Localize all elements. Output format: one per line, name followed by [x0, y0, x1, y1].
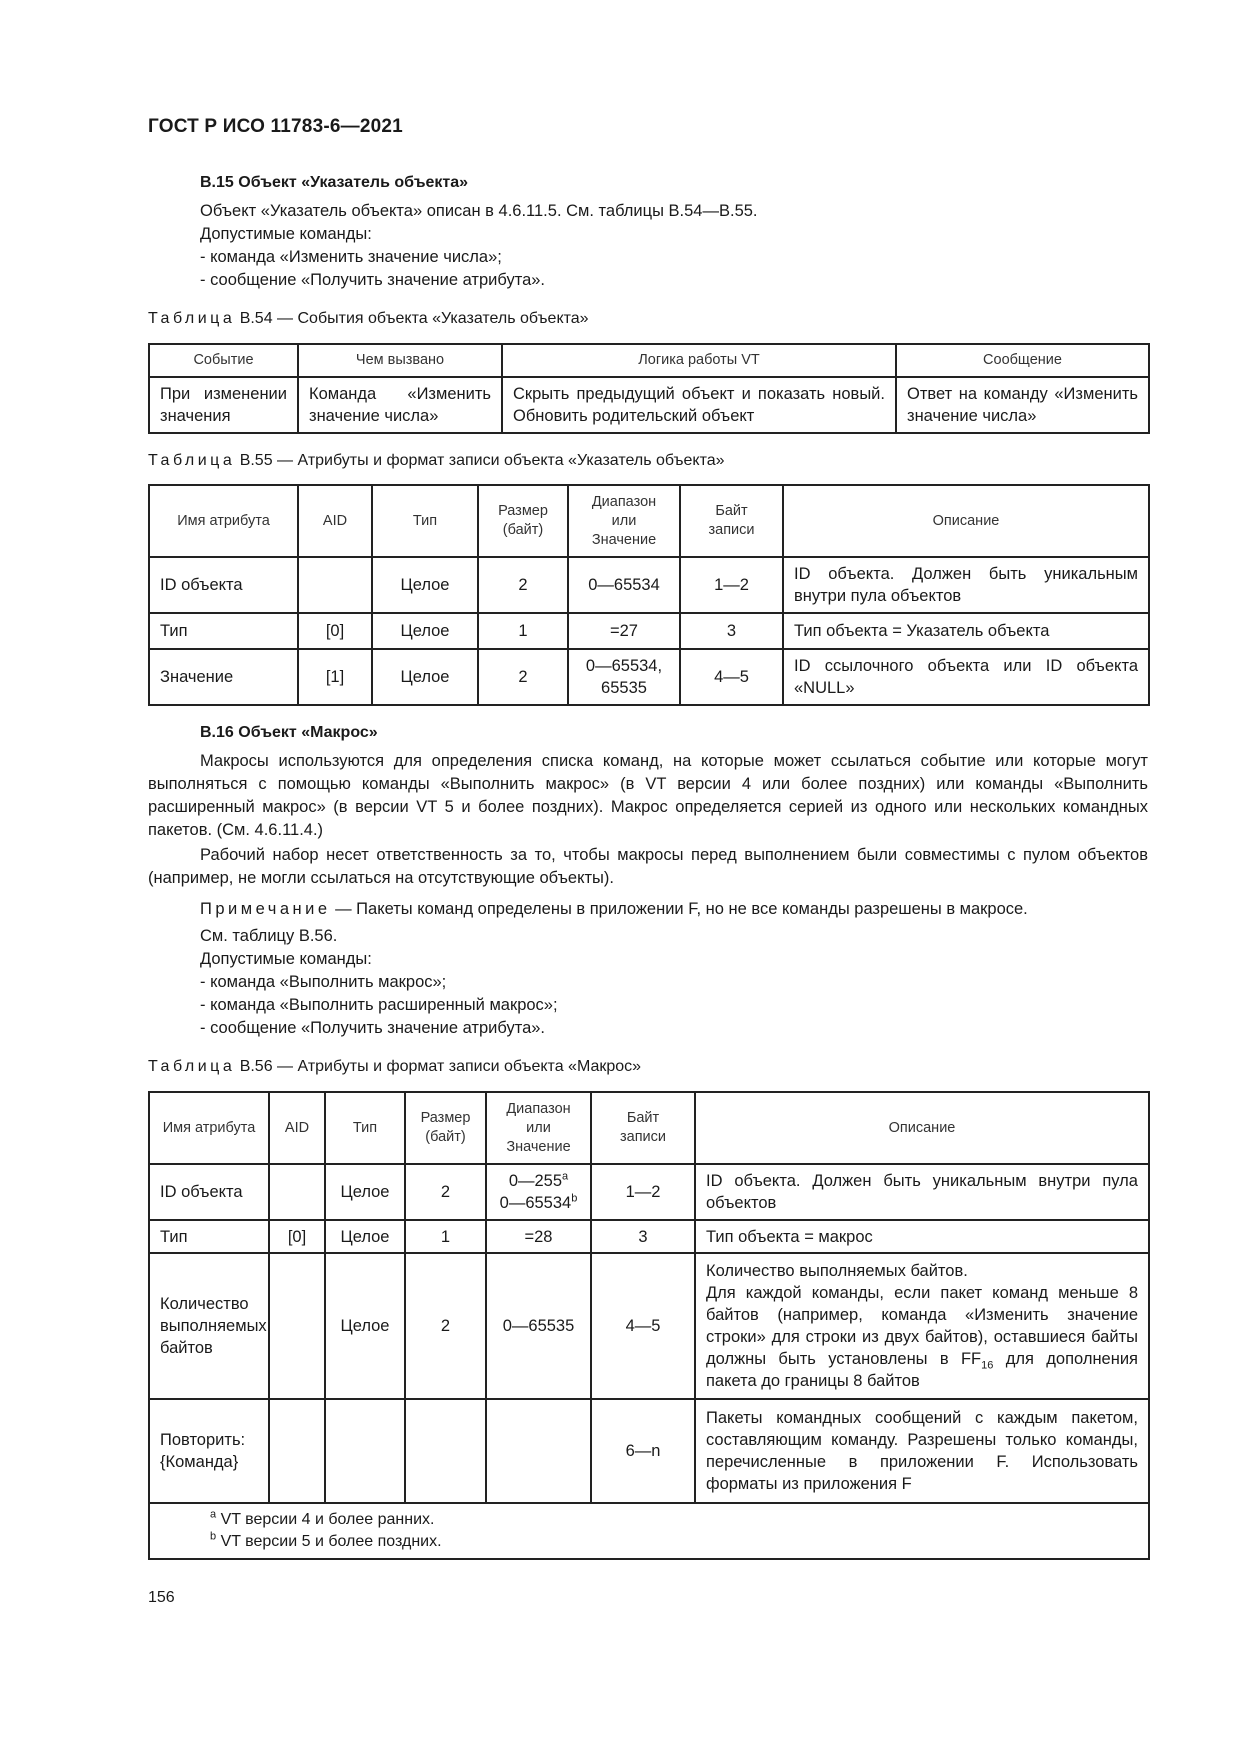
- note-word: Примечание: [200, 900, 331, 918]
- table-header-row: [149, 344, 1149, 377]
- table-cell: 6—n: [591, 1399, 695, 1503]
- header-cell: Диапазон или Значение: [568, 485, 680, 557]
- table-b56: [148, 1091, 1150, 1560]
- text-line: Допустимые команды:: [200, 225, 372, 243]
- table-row: [149, 1164, 1149, 1220]
- table-cell: [0]: [298, 613, 372, 649]
- header-cell: Размер (байт): [478, 485, 568, 557]
- header-cell: Сообщение: [896, 344, 1149, 377]
- subscript: 16: [981, 1359, 994, 1372]
- text-line: См. таблицу B.56.: [200, 927, 338, 945]
- header-cell: AID: [269, 1092, 325, 1164]
- table-cell: 2: [405, 1164, 486, 1220]
- table-cell: [486, 1399, 591, 1503]
- table-row: [149, 377, 1149, 433]
- table-cell: ID объекта. Должен быть уникальным внутри пула объектов: [783, 557, 1149, 613]
- caption-text: B.56 — Атрибуты и формат записи объекта «Макрос»: [239, 1058, 642, 1075]
- caption-text: B.54 — События объекта «Указатель объекта»: [239, 310, 589, 327]
- table-cell: =28: [486, 1220, 591, 1253]
- section-b16-list: [200, 925, 1140, 1040]
- table-cell: 2: [405, 1253, 486, 1399]
- table-cell: 1: [478, 613, 568, 649]
- desc-line: Количество выполняемых байтов.: [706, 1262, 968, 1280]
- footnote-cell: [149, 1503, 1149, 1559]
- table-cell: Ответ на команду «Изменить значение числа»: [896, 377, 1149, 433]
- table-cell: 2: [478, 557, 568, 613]
- footnote-text: VT версии 4 и более ранних.: [216, 1511, 435, 1528]
- footnote-mark: b: [571, 1192, 578, 1205]
- table-b56-caption: [148, 1058, 641, 1076]
- header-cell: Размер (байт): [405, 1092, 486, 1164]
- table-b54-caption: [148, 310, 589, 328]
- table-cell: 3: [680, 613, 783, 649]
- header-cell: Логика работы VT: [502, 344, 896, 377]
- table-row: [149, 1253, 1149, 1399]
- text-line: Допустимые команды:: [200, 950, 372, 968]
- table-cell: [695, 1253, 1149, 1399]
- range-value: 0—255: [508, 1172, 563, 1190]
- table-cell: [1]: [298, 649, 372, 705]
- header-cell: Байт записи: [680, 485, 783, 557]
- table-cell: Пакеты командных сообщений с каждым пакетом, составляющим команду. Разрешены только команды, перечисленные в приложении F. Использовать форматы из приложения F: [695, 1399, 1149, 1503]
- table-cell: 2: [478, 649, 568, 705]
- table-cell: Целое: [325, 1220, 405, 1253]
- caption-text: B.55 — Атрибуты и формат записи объекта «Указатель объекта»: [239, 452, 725, 469]
- table-row: [149, 613, 1149, 649]
- table-cell: [269, 1253, 325, 1399]
- caption-word: Таблица: [148, 1058, 236, 1075]
- table-cell: [269, 1164, 325, 1220]
- text-line: - команда «Изменить значение числа»;: [200, 248, 502, 266]
- table-row: [149, 1399, 1149, 1503]
- table-cell: [486, 1164, 591, 1220]
- footnote-mark: b: [210, 1530, 217, 1543]
- header-cell: Тип: [372, 485, 478, 557]
- header-cell: Описание: [783, 485, 1149, 557]
- table-row: [149, 557, 1149, 613]
- note-text: — Пакеты команд определены в приложении F, но не все команды разрешены в макросе.: [330, 900, 1028, 918]
- desc-text: Для каждой команды, если пакет команд меньше 8 байтов (например, команда «Изменить значение строки» для строки из двух байтов), оставшиеся байты должны быть установлены в FF: [706, 1284, 1138, 1368]
- table-cell: Целое: [372, 613, 478, 649]
- footnote-mark: a: [210, 1508, 217, 1521]
- footnote: [210, 1509, 1138, 1531]
- paragraph: Макросы используются для определения списка команд, на которые может ссылаться событие или которые могут выполняться с помощью команды «Выполнить макрос» (в VT версии 4 или более поздних) или команды «Выполнить расширенный макрос» (в версии VT 5 и более поздних). Макрос определяется серией из одного или нескольких командных пакетов. (См. 4.6.11.4.): [148, 752, 1148, 839]
- header-cell: Событие: [149, 344, 298, 377]
- footnote: [210, 1531, 1138, 1553]
- table-cell: ID объекта. Должен быть уникальным внутри пула объектов: [695, 1164, 1149, 1220]
- table-b55: [148, 484, 1150, 706]
- table-cell: ID ссылочного объекта или ID объекта «NULL»: [783, 649, 1149, 705]
- table-row: [149, 1220, 1149, 1253]
- section-b16-text: [148, 750, 1148, 921]
- desc-text: для дополнения пакета до границы 8 байтов: [706, 1350, 1138, 1390]
- header-cell: Тип: [325, 1092, 405, 1164]
- table-b54: [148, 343, 1150, 434]
- table-cell: 1: [405, 1220, 486, 1253]
- section-b16-title: B.16 Объект «Макрос»: [200, 724, 378, 741]
- footnote-row: [149, 1503, 1149, 1559]
- table-cell: Количество выполняемых байтов: [149, 1253, 269, 1399]
- table-header-row: [149, 485, 1149, 557]
- text-line: - сообщение «Получить значение атрибута».: [200, 1019, 546, 1037]
- table-cell: Целое: [325, 1164, 405, 1220]
- table-b55-caption: [148, 452, 725, 470]
- table-cell: Целое: [372, 557, 478, 613]
- range-value: 0—65534: [499, 1194, 572, 1212]
- table-cell: 0—65534, 65535: [568, 649, 680, 705]
- table-cell: =27: [568, 613, 680, 649]
- table-row: [149, 649, 1149, 705]
- header-cell: Имя атрибута: [149, 1092, 269, 1164]
- header-cell: Байт записи: [591, 1092, 695, 1164]
- table-cell: Скрыть предыдущий объект и показать новый. Обновить родительский объект: [502, 377, 896, 433]
- table-cell: 0—65534: [568, 557, 680, 613]
- table-cell: 1—2: [591, 1164, 695, 1220]
- table-cell: ID объекта: [149, 1164, 269, 1220]
- table-cell: Повторить: {Команда}: [149, 1399, 269, 1503]
- table-cell: 1—2: [680, 557, 783, 613]
- caption-word: Таблица: [148, 310, 236, 327]
- table-cell: Целое: [325, 1253, 405, 1399]
- document-header: ГОСТ Р ИСО 11783-6—2021: [148, 116, 403, 137]
- table-cell: Тип: [149, 1220, 269, 1253]
- footnote-text: VT версии 5 и более поздних.: [216, 1533, 442, 1550]
- header-cell: Имя атрибута: [149, 485, 298, 557]
- table-cell: [298, 557, 372, 613]
- table-cell: [0]: [269, 1220, 325, 1253]
- header-cell: Диапазон или Значение: [486, 1092, 591, 1164]
- table-cell: ID объекта: [149, 557, 298, 613]
- page-number: 156: [148, 1589, 175, 1606]
- caption-word: Таблица: [148, 452, 236, 469]
- table-cell: 4—5: [591, 1253, 695, 1399]
- text-line: - команда «Выполнить расширенный макрос»;: [200, 996, 558, 1014]
- table-cell: При изменении значения: [149, 377, 298, 433]
- table-cell: Целое: [372, 649, 478, 705]
- table-cell: 4—5: [680, 649, 783, 705]
- header-cell: AID: [298, 485, 372, 557]
- header-cell: Описание: [695, 1092, 1149, 1164]
- section-b15-title: B.15 Объект «Указатель объекта»: [200, 174, 469, 191]
- table-cell: [405, 1399, 486, 1503]
- table-cell: Значение: [149, 649, 298, 705]
- table-cell: [269, 1399, 325, 1503]
- table-cell: Тип: [149, 613, 298, 649]
- text-line: - сообщение «Получить значение атрибута».: [200, 271, 546, 289]
- table-cell: Тип объекта = Указатель объекта: [783, 613, 1149, 649]
- note: [148, 898, 1148, 921]
- text-line: - команда «Выполнить макрос»;: [200, 973, 447, 991]
- table-cell: Команда «Изменить значение числа»: [298, 377, 502, 433]
- footnote-mark: a: [562, 1170, 569, 1183]
- header-cell: Чем вызвано: [298, 344, 502, 377]
- table-header-row: [149, 1092, 1149, 1164]
- text-line: Объект «Указатель объекта» описан в 4.6.11.5. См. таблицы B.54—B.55.: [200, 202, 758, 220]
- paragraph: Рабочий набор несет ответственность за то, чтобы макросы перед выполнением были совместимы с пулом объектов (например, не могли ссылаться на отсутствующие объекты).: [148, 846, 1148, 887]
- section-b15-text: [200, 200, 1140, 292]
- table-cell: [325, 1399, 405, 1503]
- table-cell: 0—65535: [486, 1253, 591, 1399]
- table-cell: 3: [591, 1220, 695, 1253]
- table-cell: Тип объекта = макрос: [695, 1220, 1149, 1253]
